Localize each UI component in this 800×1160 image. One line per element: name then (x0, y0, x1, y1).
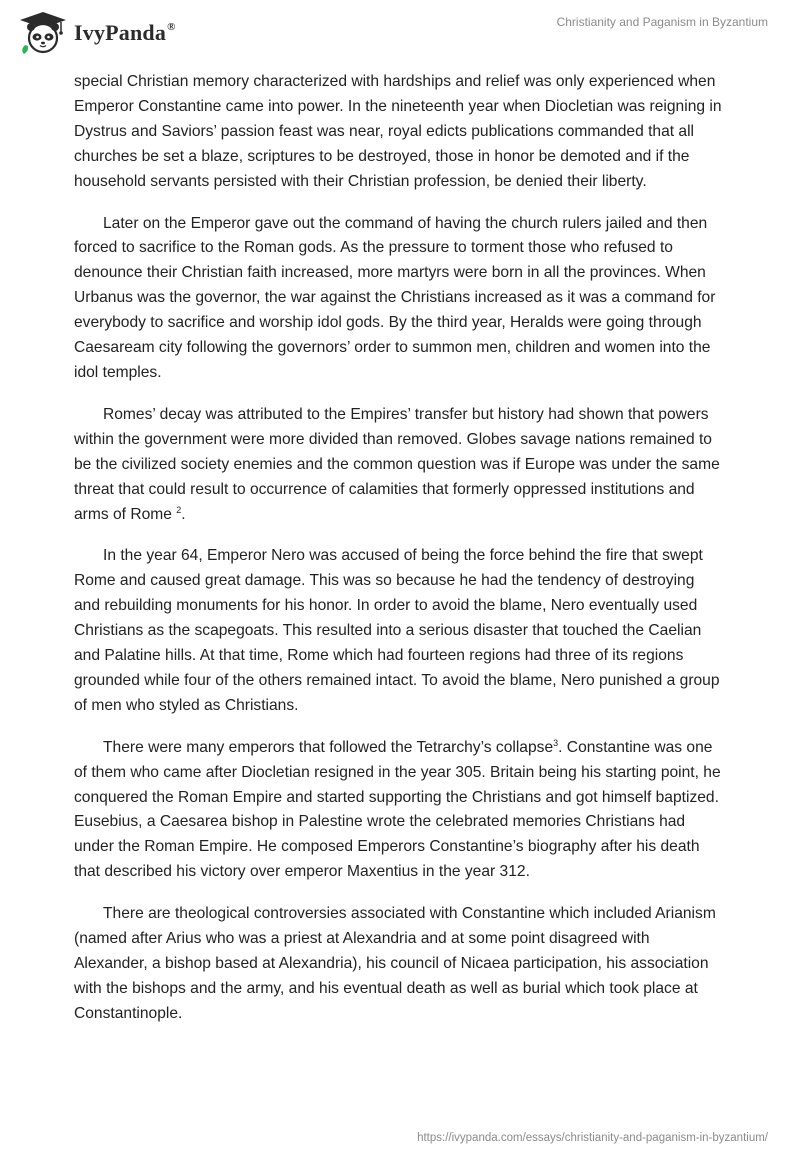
document-title: Christianity and Paganism in Byzantium (556, 15, 768, 29)
paragraph: There are theological controversies associated with Constantine which included Arianism (named after Arius who was a priest at Alexandria and at some point disagreed with Alexander, a bishop based at Alexandria), his council of Nicaea participation, his association with the bishops and the army, and his eventual death as well as burial which took place at Constantinople. (74, 905, 716, 1022)
paragraph: In the year 64, Emperor Nero was accused of being the force behind the fire that swept Rome and caused great damage. This was so because he had the tendency of destroying and rebuilding monuments for his honor. In order to avoid the blame, Nero eventually used Christians as the scapegoats. This resulted into a serious disaster that touched the Caelian and Palatine hills. At that time, Rome which had fourteen regions had three of its regions grounded while four of the others remained intact. To avoid the blame, Nero punished a group of men who styled as Christians. (74, 547, 720, 714)
paragraph: Later on the Emperor gave out the command of having the church rulers jailed and then forced to sacrifice to the Roman gods. As the pressure to torment those who refused to denounce their Christian faith increased, more martyrs were born in all the provinces. When Urbanus was the governor, the war against the Christians increased as it was a command for everybody to sacrifice and worship idol gods. By the third year, Heralds were going through Caesaream city following the governors’ order to summon men, children and women into the idol temples. (74, 214, 716, 381)
panda-graduate-icon (16, 10, 70, 56)
footnote-ref-2[interactable]: 2 (176, 504, 182, 515)
page-header (0, 0, 800, 70)
paragraph: There were many emperors that followed the Tetrarchy’s collapse$^3$. Constantine was one of them who came after Diocletian resigned in the year 305. Britain being his starting point, he conquered the Roman Empire and started supporting the Christians and got himself baptized. Eusebius, a Caesarea bishop in Palestine wrote the celebrated memories Christians had under the Roman Empire. He composed Emperors Constantine’s biography after his death that described his victory over emperor Maxentius in the year 312. (74, 737, 721, 881)
essay-body (74, 70, 724, 1044)
footnote-ref-3[interactable]: 3 (553, 737, 559, 748)
paragraph: Romes’ decay was attributed to the Empires’ transfer but history had shown that powers within the government were more divided than removed. Globes savage nations remained to be the civilized society enemies and the common question was if Europe was under the same threat that could result to occurrence of calamities that formerly oppressed institutions and arms of Rome $^2$. (74, 405, 720, 523)
paragraph: special Christian memory characterized with hardships and relief was only experienced when Emperor Constantine came into power. In the nineteenth year when Diocletian was reigning in Dystrus and Saviors’ passion feast was near, royal edicts publications commanded that all churches be set a blaze, scriptures to be destroyed, those in honor be demoted and if the household servants persisted with their Christian profession, be denied their liberty. (74, 73, 722, 190)
source-url[interactable]: https://ivypanda.com/essays/christianity-and-paganism-in-byzantium/ (417, 1132, 768, 1144)
ivypanda-logo[interactable] (16, 10, 176, 56)
brand-name: IvyPanda® (74, 20, 176, 45)
registered-mark: ® (167, 21, 176, 33)
